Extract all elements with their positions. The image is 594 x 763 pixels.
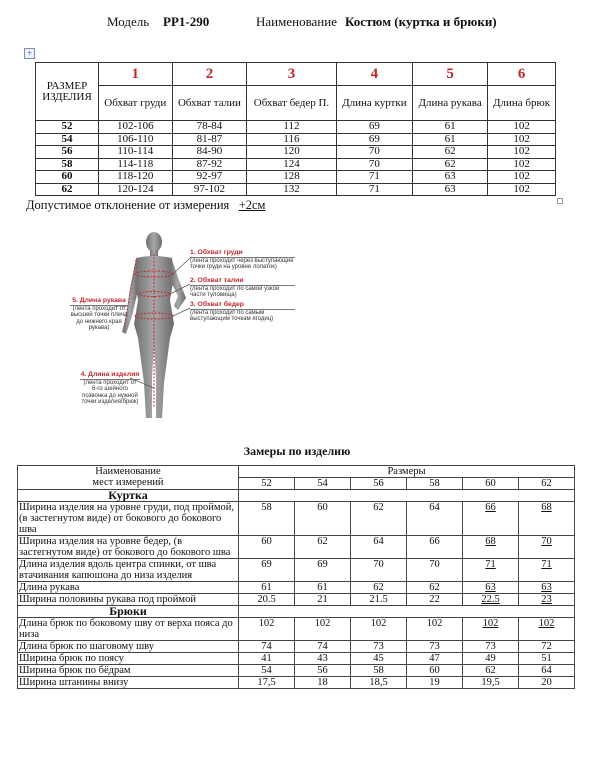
value-cell: 64: [351, 536, 407, 559]
callout-note: (лента проходит по самым выступающим точкам ягодиц): [190, 309, 274, 322]
value-cell: 116: [247, 133, 336, 146]
value-cell: 62: [295, 536, 351, 559]
callout-title: 2. Обхват талии: [190, 278, 295, 286]
value-cell: 19: [407, 677, 463, 689]
value-cell: 70: [336, 158, 412, 171]
value-cell: 41: [239, 653, 295, 665]
name-label: Наименование: [256, 14, 337, 29]
table-row: [36, 121, 556, 134]
value-cell: 62: [413, 158, 488, 171]
value-cell: 74: [239, 641, 295, 653]
value-cell: 114-118: [99, 158, 173, 171]
size-cell: 58: [36, 158, 99, 171]
callout-title: 1. Обхват груди: [190, 250, 295, 258]
value-cell: 58: [351, 665, 407, 677]
value-cell: 19,5: [463, 677, 519, 689]
callout-waist: [190, 278, 295, 299]
value-cell: 68: [463, 536, 519, 559]
value-cell: 74: [295, 641, 351, 653]
value-cell: 18: [295, 677, 351, 689]
value-cell: 62: [351, 582, 407, 594]
value-cell: 102: [488, 121, 556, 134]
sizes-header: Размеры: [239, 466, 575, 478]
value-cell: 68: [519, 502, 575, 536]
value-cell: 69: [336, 133, 412, 146]
tolerance-label: Допустимое отклонение от измерения: [26, 198, 230, 212]
size-corner-label-1: РАЗМЕР: [46, 79, 88, 92]
value-cell: 63: [413, 183, 488, 196]
column-label: Длина брюк: [488, 86, 556, 121]
value-cell: 87-92: [172, 158, 247, 171]
value-cell: 110-114: [99, 146, 173, 159]
value-cell: 73: [407, 641, 463, 653]
size-header-cell: 60: [463, 478, 519, 490]
value-cell: 60: [239, 536, 295, 559]
table-row: [18, 559, 575, 582]
value-cell: 70: [519, 536, 575, 559]
column-label: Длина рукава: [413, 86, 488, 121]
value-cell: 112: [247, 121, 336, 134]
value-cell: 62: [351, 502, 407, 536]
value-cell: 49: [463, 653, 519, 665]
row-label: Ширина половины рукава под проймой: [18, 594, 239, 606]
value-cell: 71: [336, 171, 412, 184]
column-number: 3: [247, 63, 336, 86]
value-cell: 97-102: [172, 183, 247, 196]
size-header-cell: 56: [351, 478, 407, 490]
callout-title: 4. Длина изделия: [80, 371, 140, 378]
row-label: Длина брюк по шаговому шву: [18, 641, 239, 653]
table-move-handle-icon[interactable]: +: [24, 48, 35, 59]
value-cell: 102: [488, 158, 556, 171]
value-cell: 102: [488, 146, 556, 159]
callout-hips: [190, 302, 295, 323]
size-corner-label-2: ИЗДЕЛИЯ: [42, 90, 92, 103]
model-label: Модель: [107, 14, 150, 29]
callout-note: (лента проходит через выступающие точки груди на уровне лопаток): [190, 257, 294, 270]
column-label: Обхват груди: [99, 86, 173, 121]
value-cell: 102: [488, 133, 556, 146]
value-cell: 92-97: [172, 171, 247, 184]
column-number: 4: [336, 63, 412, 86]
value-cell: 70: [351, 559, 407, 582]
callout-title: 3. Обхват бедер: [190, 302, 295, 310]
size-header-cell: 52: [239, 478, 295, 490]
value-cell: 61: [413, 121, 488, 134]
value-cell: 118-120: [99, 171, 173, 184]
value-cell: 120: [247, 146, 336, 159]
value-cell: 51: [519, 653, 575, 665]
callout-title: 5. Длина рукава: [70, 298, 128, 306]
size-table: [35, 62, 556, 196]
size-cell: 56: [36, 146, 99, 159]
row-label: Длина рукава: [18, 582, 239, 594]
column-label: Обхват бедер П.: [247, 86, 336, 121]
table-row: [36, 158, 556, 171]
value-cell: 84-90: [172, 146, 247, 159]
value-cell: 71: [336, 183, 412, 196]
value-cell: 64: [519, 665, 575, 677]
table-row: [36, 146, 556, 159]
name-value: Костюм (куртка и брюки): [345, 14, 497, 29]
callout-note: (лента проходит от 6-го шейного позвонка до нужной точки изделия/брюк): [81, 379, 139, 405]
column-label: Обхват талии: [172, 86, 247, 121]
table-row: [36, 183, 556, 196]
table-row: [18, 677, 575, 689]
size-header-cell: 62: [519, 478, 575, 490]
value-cell: 21: [295, 594, 351, 606]
value-cell: 102: [295, 618, 351, 641]
tolerance-value: +2см: [238, 198, 266, 212]
measure-header-2: мест измерений: [92, 477, 164, 488]
value-cell: 63: [463, 582, 519, 594]
table-row: [18, 618, 575, 641]
value-cell: 62: [463, 665, 519, 677]
row-label: Ширина изделия на уровне бедер, (в застегнутом виде) от бокового до бокового шва: [18, 536, 239, 559]
value-cell: 102: [519, 618, 575, 641]
empty-cell: [239, 490, 575, 502]
value-cell: 62: [407, 582, 463, 594]
size-header-cell: 58: [407, 478, 463, 490]
value-cell: 17,5: [239, 677, 295, 689]
value-cell: 72: [519, 641, 575, 653]
value-cell: 81-87: [172, 133, 247, 146]
value-cell: 43: [295, 653, 351, 665]
row-label: Ширина брюк по поясу: [18, 653, 239, 665]
value-cell: 47: [407, 653, 463, 665]
value-cell: 60: [407, 665, 463, 677]
size-cell: 60: [36, 171, 99, 184]
value-cell: 102: [488, 183, 556, 196]
row-label: Ширина штанины внизу: [18, 677, 239, 689]
size-cell: 54: [36, 133, 99, 146]
value-cell: 102-106: [99, 121, 173, 134]
value-cell: 61: [295, 582, 351, 594]
value-cell: 69: [336, 121, 412, 134]
empty-cell: [239, 606, 575, 618]
column-number: 6: [488, 63, 556, 86]
value-cell: 61: [413, 133, 488, 146]
value-cell: 69: [239, 559, 295, 582]
value-cell: 102: [351, 618, 407, 641]
callout-length: [80, 372, 140, 406]
row-label: Ширина брюк по бёдрам: [18, 665, 239, 677]
table-row: [18, 665, 575, 677]
value-cell: 21.5: [351, 594, 407, 606]
value-cell: 62: [413, 146, 488, 159]
row-label: Длина брюк по боковому шву от верха пояса до низа: [18, 618, 239, 641]
value-cell: 132: [247, 183, 336, 196]
value-cell: 128: [247, 171, 336, 184]
column-number: 2: [172, 63, 247, 86]
value-cell: 56: [295, 665, 351, 677]
value-cell: 54: [239, 665, 295, 677]
value-cell: 22: [407, 594, 463, 606]
value-cell: 45: [351, 653, 407, 665]
size-cell: 62: [36, 183, 99, 196]
value-cell: 73: [351, 641, 407, 653]
value-cell: 58: [239, 502, 295, 536]
measurement-figure: [70, 228, 300, 428]
value-cell: 63: [519, 582, 575, 594]
value-cell: 106-110: [99, 133, 173, 146]
table-row: [18, 536, 575, 559]
value-cell: 60: [295, 502, 351, 536]
callout-chest: [190, 250, 295, 271]
table-row: [18, 653, 575, 665]
value-cell: 70: [407, 559, 463, 582]
table-resize-handle[interactable]: [557, 198, 563, 204]
table-row: [36, 133, 556, 146]
column-number: 1: [99, 63, 173, 86]
value-cell: 102: [239, 618, 295, 641]
measure-table: [17, 465, 575, 689]
value-cell: 18,5: [351, 677, 407, 689]
value-cell: 73: [463, 641, 519, 653]
measure-header-cell: [18, 466, 239, 490]
value-cell: 66: [407, 536, 463, 559]
model-code: PP1-290: [163, 14, 210, 29]
value-cell: 20: [519, 677, 575, 689]
value-cell: 120-124: [99, 183, 173, 196]
callout-note: (лента проходит от высшей точки плеча до нижнего края рукава): [70, 305, 128, 331]
value-cell: 102: [407, 618, 463, 641]
value-cell: 78-84: [172, 121, 247, 134]
callout-sleeve: [70, 298, 128, 332]
value-cell: 71: [519, 559, 575, 582]
value-cell: 66: [463, 502, 519, 536]
callout-note: (лента проходит по самой узкой части туловища): [190, 285, 280, 298]
measure-header-1: Наименование: [95, 466, 161, 477]
value-cell: 102: [463, 618, 519, 641]
table-row: [18, 502, 575, 536]
value-cell: 102: [488, 171, 556, 184]
tolerance-note: [26, 198, 265, 213]
measure-section-title: Замеры по изделию: [243, 444, 351, 458]
value-cell: 63: [413, 171, 488, 184]
column-number: 5: [413, 63, 488, 86]
value-cell: 124: [247, 158, 336, 171]
document-header: [0, 14, 594, 34]
value-cell: 71: [463, 559, 519, 582]
value-cell: 20.5: [239, 594, 295, 606]
table-row: [36, 171, 556, 184]
value-cell: 61: [239, 582, 295, 594]
size-cell: 52: [36, 121, 99, 134]
value-cell: 23: [519, 594, 575, 606]
value-cell: 69: [295, 559, 351, 582]
table-row: [18, 582, 575, 594]
table-row: [18, 641, 575, 653]
column-label: Длина куртки: [336, 86, 412, 121]
row-label: Ширина изделия на уровне груди, под проймой, (в застегнутом виде) от бокового до бокового шва: [18, 502, 239, 536]
table-row: [18, 594, 575, 606]
size-corner-cell: [36, 63, 99, 121]
value-cell: 70: [336, 146, 412, 159]
section-title-trousers: Брюки: [18, 606, 239, 618]
section-title-jacket: Куртка: [18, 490, 239, 502]
value-cell: 22.5: [463, 594, 519, 606]
size-header-cell: 54: [295, 478, 351, 490]
row-label: Длина изделия вдоль центра спинки, от шва втачивания капюшона до низа изделия: [18, 559, 239, 582]
value-cell: 64: [407, 502, 463, 536]
